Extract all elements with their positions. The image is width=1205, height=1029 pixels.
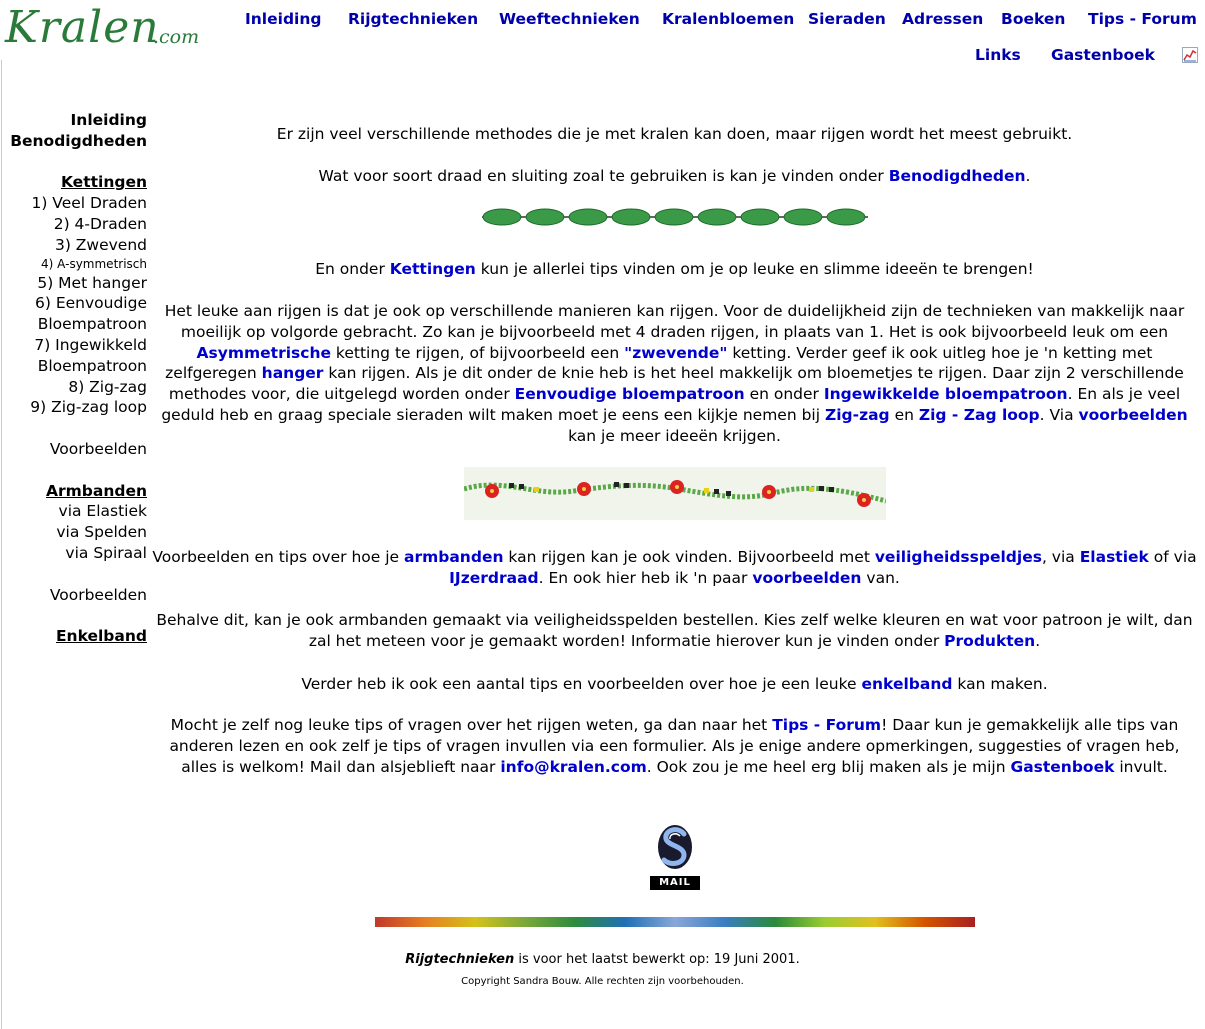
armbanden-paragraph [152, 547, 1197, 589]
nav-rijgtechnieken[interactable]: Rijgtechnieken [348, 10, 479, 28]
sidebar-item-zig-zag-loop[interactable]: 9) Zig-zag loop [30, 398, 147, 417]
nav-adressen[interactable]: Adressen [902, 10, 984, 28]
nav-tips-forum[interactable]: Tips - Forum [1088, 10, 1197, 28]
footer-edited-text: is voor het laatst bewerkt op: 19 Juni 2001. [514, 952, 800, 967]
sidebar-armbanden[interactable]: Armbanden [45, 481, 147, 500]
forum-paragraph [158, 715, 1191, 777]
link-benodigdheden[interactable]: Benodigdheden [888, 167, 1026, 185]
sidebar [10, 110, 147, 647]
bestellen-text: Behalve dit, kan je ook armbanden gemaakt via veiligheidsspelden bestellen. Kies zelf welke kleuren en wat voor patroon je wilt, dan zal het meteen voor je gemaakt worden! Informatie hierover kun je vinden onder [156, 611, 1193, 650]
rijgen-text: en [889, 405, 919, 424]
mail-icon [650, 822, 700, 872]
enkelband-paragraph [152, 674, 1197, 695]
benodigdheden-text: Wat voor soort draad en sluiting zoal te gebruiken is kan je vinden onder [318, 167, 889, 185]
rijgen-text: Het leuke aan rijgen is dat je ook op verschillende manieren kan rijgen. Voor de duidelijkheid zijn de technieken van makkelijk naar moeilijk op volgorde gebracht. Zo kan je bijvoorbeeld met 4 draden rijgen, in plaats van 1. Het is ook bijvoorbeeld leuk om een [164, 302, 1185, 341]
nav-gastenboek[interactable]: Gastenboek [1051, 46, 1155, 64]
rijgen-text: kan rijgen. Als je dit onder de knie heb is het heel makkelijk om bloemetjes te rijgen. Daar zijn 2 verschillende methodes voor, die uitgelegd worden onder [168, 364, 1184, 404]
mail-button[interactable] [650, 822, 700, 886]
flower-necklace-image [464, 467, 886, 520]
logo-text: Kralen [5, 2, 160, 53]
enkelband-text: kan maken. [952, 675, 1048, 693]
sidebar-item-veel-draden[interactable]: 1) Veel Draden [31, 194, 147, 213]
link-tips-forum[interactable]: Tips - Forum [772, 716, 882, 734]
sidebar-voorbeelden-kettingen[interactable]: Voorbeelden [49, 439, 147, 458]
mail-label: MAIL [650, 876, 700, 890]
rijgen-paragraph [152, 301, 1197, 447]
sidebar-item-4-draden[interactable]: 2) 4-Draden [53, 214, 147, 233]
rijgen-text: ketting te rijgen, of bijvoorbeeld een [331, 343, 625, 362]
nav-links[interactable]: Links [975, 46, 1021, 64]
sidebar-enkelband[interactable]: Enkelband [55, 627, 147, 646]
bestellen-text: . [1035, 631, 1041, 650]
intro-text: Er zijn veel verschillende methodes die je met kralen kan doen, maar rijgen wordt het meest gebruikt. [276, 125, 1073, 143]
rijgen-text: en onder [744, 385, 824, 404]
link-zig-zag-loop[interactable]: Zig - Zag loop [918, 405, 1040, 424]
link-zig-zag[interactable]: Zig-zag [824, 405, 890, 424]
link-eenvoudige-bloempatroon[interactable]: Eenvoudige bloempatroon [514, 385, 745, 404]
bestellen-paragraph [152, 610, 1197, 652]
forum-text: Mocht je zelf nog leuke tips of vragen over het rijgen weten, ga dan naar het [170, 716, 773, 734]
nav-sieraden[interactable]: Sieraden [808, 10, 886, 28]
kettingen-text-b: kun je allerlei tips vinden om je op leuke en slimme ideeën te brengen! [475, 260, 1034, 278]
link-voorbeelden[interactable]: voorbeelden [1078, 405, 1188, 424]
intro-paragraph [152, 124, 1197, 145]
rijgen-text: . Via [1039, 405, 1079, 424]
forum-text: invult. [1114, 757, 1168, 776]
armbanden-text: Voorbeelden en tips over hoe je [152, 548, 404, 566]
link-produkten[interactable]: Produkten [944, 631, 1036, 650]
sidebar-kettingen[interactable]: Kettingen [60, 173, 147, 192]
benodigdheden-paragraph [152, 166, 1197, 187]
nav-weeftechnieken[interactable]: Weeftechnieken [499, 10, 640, 28]
green-necklace-image [480, 205, 870, 229]
sidebar-item-met-hanger[interactable]: 5) Met hanger [37, 273, 147, 292]
link-kettingen[interactable]: Kettingen [389, 260, 476, 278]
sidebar-item-zwevend[interactable]: 3) Zwevend [54, 235, 147, 254]
left-border [1, 60, 2, 1029]
sidebar-voorbeelden-armbanden[interactable]: Voorbeelden [49, 585, 147, 604]
nav-inleiding[interactable]: Inleiding [245, 10, 322, 28]
kettingen-paragraph [152, 259, 1197, 280]
rijgen-text: . En als je veel geduld heb en graag speciale sieraden wilt maken moet je eens een kijkje nemen bij [161, 385, 1181, 424]
link-ingewikkelde-bloempatroon[interactable]: Ingewikkelde bloempatroon [823, 385, 1068, 404]
nav-kralenbloemen[interactable]: Kralenbloemen [662, 10, 795, 28]
link-gastenboek[interactable]: Gastenboek [1010, 757, 1115, 776]
stats-chart-icon[interactable] [1182, 47, 1198, 63]
link-veiligheidsspeldjes[interactable]: veiligheidsspeldjes [874, 548, 1042, 566]
sidebar-item-eenvoudige[interactable]: 6) Eenvoudige [35, 294, 147, 313]
sidebar-item-spelden[interactable]: via Spelden [56, 523, 147, 542]
logo-suffix: .com [153, 26, 200, 48]
armbanden-text: kan rijgen kan je ook vinden. Bijvoorbeeld met [503, 548, 875, 566]
link-armbanden[interactable]: armbanden [404, 548, 504, 566]
sidebar-inleiding[interactable]: Inleiding [70, 111, 147, 129]
link-ijzerdraad[interactable]: IJzerdraad [449, 568, 539, 587]
copyright: Copyright Sandra Bouw. Alle rechten zijn voorbehouden. [461, 976, 744, 987]
rainbow-bead-divider [375, 917, 975, 927]
sidebar-item-eenvoudige-bloempatroon[interactable]: Bloempatroon [37, 315, 147, 334]
link-elastiek[interactable]: Elastiek [1079, 548, 1149, 566]
forum-text: ! Daar kun je gemakkelijk alle tips van anderen lezen en ook zelf je tips of vragen invullen via een formulier. Als je enige andere opmerkingen, suggesties of vragen heb, alles is welkom! Mail dan alsjeblieft naar [169, 716, 1180, 776]
armbanden-text: of via [1148, 548, 1197, 566]
sidebar-item-ingewikkeld[interactable]: 7) Ingewikkeld [34, 335, 147, 354]
link-zwevende[interactable]: "zwevende" [624, 343, 728, 362]
kettingen-text-a: En onder [315, 260, 390, 278]
sidebar-item-spiraal[interactable]: via Spiraal [65, 543, 147, 562]
rijgen-text: ketting. Verder geef ik ook uitleg hoe je 'n ketting met zelfgeregen [165, 343, 1153, 383]
armbanden-text: van. [861, 568, 900, 587]
last-edited [0, 952, 1205, 967]
link-voorbeelden-armbanden[interactable]: voorbeelden [752, 568, 862, 587]
footer-page-name: Rijgtechnieken [405, 952, 515, 967]
sidebar-item-zig-zag[interactable]: 8) Zig-zag [68, 377, 147, 396]
sidebar-item-elastiek[interactable]: via Elastiek [58, 502, 147, 521]
enkelband-text: Verder heb ik ook een aantal tips en voorbeelden over hoe je een leuke [301, 675, 862, 693]
armbanden-text: , via [1041, 548, 1080, 566]
sidebar-item-asymmetrisch[interactable]: 4) A-symmetrisch [41, 256, 147, 271]
site-logo[interactable] [0, 0, 222, 58]
forum-text: . Ook zou je me heel erg blij maken als je mijn [646, 757, 1011, 776]
nav-boeken[interactable]: Boeken [1001, 10, 1066, 28]
link-hanger[interactable]: hanger [261, 364, 324, 383]
link-email[interactable]: info@kralen.com [500, 757, 647, 776]
sidebar-benodigdheden[interactable]: Benodigdheden [10, 131, 147, 150]
link-asymmetrische[interactable]: Asymmetrische [196, 343, 331, 362]
armbanden-text: . En ook hier heb ik 'n paar [538, 568, 753, 587]
sidebar-item-ingewikkeld-bloempatroon[interactable]: Bloempatroon [37, 356, 147, 375]
rijgen-text: kan je meer ideeën krijgen. [568, 426, 781, 445]
punct: . [1025, 167, 1031, 185]
link-enkelband[interactable]: enkelband [861, 675, 953, 693]
